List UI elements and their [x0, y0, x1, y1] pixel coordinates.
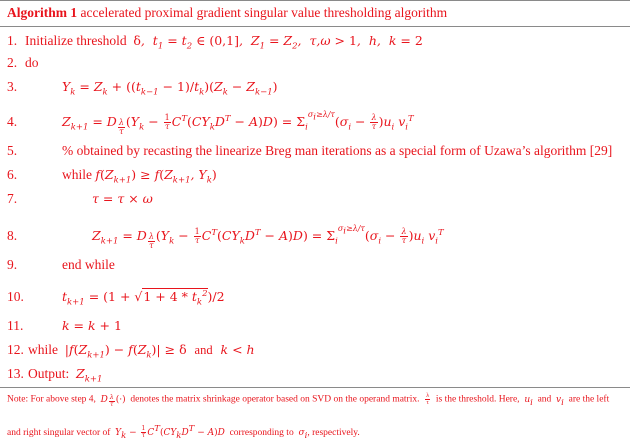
- step-math: $Y_k = Z_k + ((t_{k-1} - 1)/t_k)(Z_k - Z_{k-1})$: [62, 79, 278, 98]
- bottom-rule: [0, 387, 630, 388]
- note-line-2: [7, 426, 360, 439]
- step-3: [7, 79, 278, 98]
- step-11: [7, 318, 122, 334]
- algorithm-title: accelerated proximal gradient singular value thresholding algorithm: [80, 5, 448, 20]
- step-7: [7, 191, 153, 207]
- step-math: $Z_{k+1} = D$ $_{\frac{\lambda}{\tau}}$ ($Y_k$ − $\frac{1}{\tau}$ $C^T(CY_kD^T - A)D) = \Sigma_i^{\sigma_i\ge\lambda/\tau}(\sigma_i$ − $\frac{\lambda}{\tau}$ )$u_i$ $v_i^T$: [62, 110, 414, 136]
- caption-rule: [0, 26, 630, 27]
- note-math: $Y_k$ − $\frac{1}{\tau}$ $C^T(CY_kD^T - A)D$: [115, 424, 225, 441]
- note-math: $v_i$: [556, 394, 564, 408]
- note-text: corresponding to: [229, 428, 294, 438]
- step-number: 3.: [7, 79, 18, 94]
- step-12: [7, 342, 255, 361]
- step-13: [7, 366, 103, 385]
- step-5: [7, 143, 612, 159]
- note-math: $u_i$: [524, 394, 533, 408]
- step-number: 9.: [7, 257, 18, 272]
- step-number: 6.: [7, 167, 18, 182]
- step-math: $Z_{k+1} = D$ $_{\frac{\lambda}{\tau}}$ ($Y_k$ − $\frac{1}{\tau}$ $C^T(CY_kD^T - A)D) = \Sigma_i^{\sigma_i\ge\lambda/\tau}(\sigma_i$ − $\frac{\lambda}{\tau}$ )$u_i$ $v_i^T$: [92, 224, 444, 250]
- note-math: D $_{\frac{\lambda}{\tau}}$ (·): [100, 394, 126, 409]
- step-6: [7, 167, 217, 186]
- step-text: while: [28, 342, 58, 357]
- note-text: are the left: [568, 394, 610, 405]
- step-10: [7, 288, 225, 308]
- step-number: 4.: [7, 114, 18, 129]
- note-text: Note: For above step 4,: [7, 394, 96, 405]
- note-text: is the threshold. Here,: [435, 394, 520, 405]
- step-number: 8.: [7, 228, 18, 243]
- note-math: $\sigma_i$: [298, 428, 308, 441]
- note-text: denotes the matrix shrinkage operator based on SVD on the operand matrix.: [130, 394, 420, 405]
- note-text: , respectively.: [307, 428, 360, 438]
- note-text: and right singular vector of: [7, 428, 111, 438]
- step-number: 12.: [7, 342, 24, 357]
- step-number: 7.: [7, 191, 18, 206]
- step-math: $|f(Z_{k+1}) - f(Z_k)| \ge \delta$ and k < h: [64, 342, 255, 361]
- step-text: do: [25, 55, 39, 70]
- step-math: $f(Z_{k+1}) \ge f(Z_{k+1}$, $Y_k$): [95, 167, 217, 186]
- step-text: end while: [62, 257, 115, 272]
- step-number: 10.: [7, 289, 24, 304]
- step-1: 1. Initialize threshold δ, $t_1 = t_2$ ∈ (0,1], $Z_1 = Z_2$, τ,ω > 1, h, k = 2: [7, 33, 423, 52]
- top-rule: [0, 0, 630, 1]
- step-number: 11.: [7, 318, 24, 333]
- algorithm-label: Algorithm 1: [7, 5, 78, 20]
- step-text: Initialize threshold: [25, 33, 127, 48]
- step-text: Output:: [28, 366, 70, 381]
- note-threshold: $\frac{\lambda}{\tau}$: [426, 393, 430, 406]
- step-8: [7, 224, 444, 250]
- note-line-1: [7, 393, 609, 408]
- step-number: 13.: [7, 366, 24, 381]
- step-math: δ, $t_1 = t_2$ ∈ (0,1], $Z_1 = Z_2$, τ,ω > 1, h, k = 2: [133, 33, 423, 52]
- step-2: 2. do: [7, 55, 39, 70]
- step-math: $t_{k+1} = (1 + √1 + 4 * t_k^2)/2$: [62, 288, 225, 308]
- algorithm-caption: [7, 5, 447, 21]
- step-9: [7, 257, 115, 273]
- step-text: while: [62, 167, 92, 182]
- note-text: and: [537, 394, 552, 405]
- step-comment: % obtained by recasting the linearize Breg man iterations as a special form of Uzawa’s algorithm [29]: [62, 143, 613, 158]
- step-math: τ = τ × ω: [92, 191, 153, 206]
- step-math: $Z_{k+1}$: [76, 366, 103, 385]
- step-math: k = k + 1: [62, 318, 122, 333]
- step-4: [7, 110, 414, 136]
- step-number: 5.: [7, 143, 18, 158]
